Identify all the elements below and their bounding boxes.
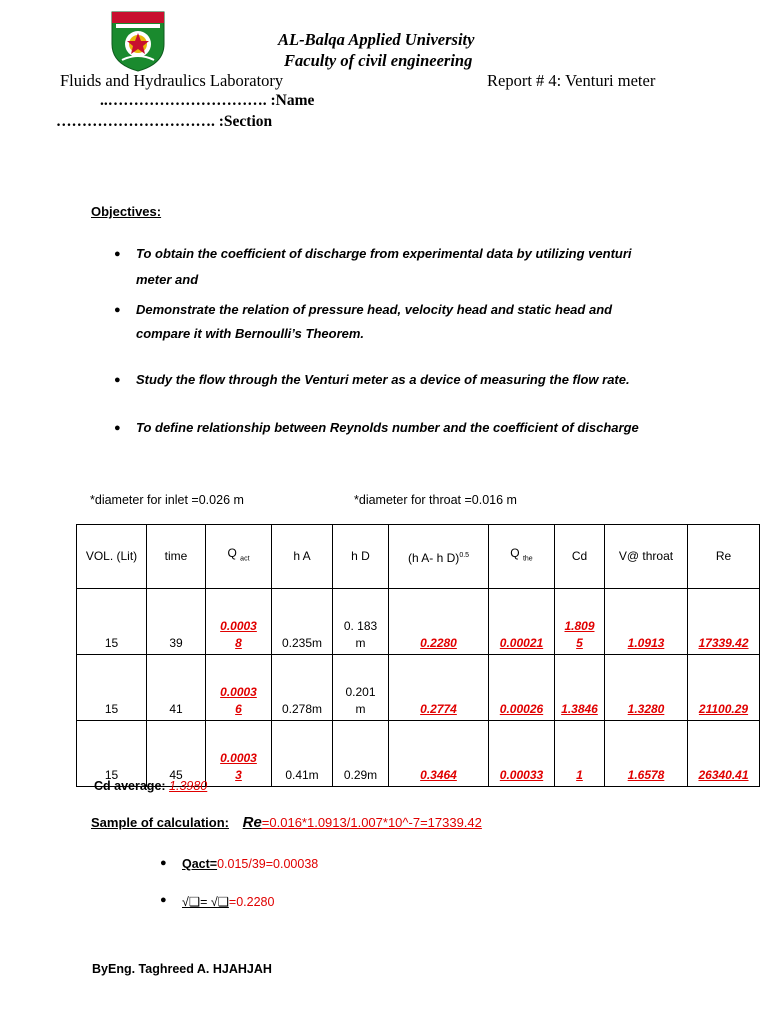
cell-dh: 0.3464 <box>389 721 489 787</box>
author: ByEng. Taghreed A. HJAHJAH <box>92 962 272 976</box>
cell-vol: 15 <box>77 589 147 655</box>
cd-average: Cd average: 1.3980 <box>94 779 208 793</box>
cell-re: 26340.41 <box>688 721 760 787</box>
header-dh: (h A- h D)$^{0.5}$ <box>389 525 489 589</box>
throat-diameter: *diameter for throat =0.016 m <box>354 493 517 507</box>
objective-item-1: ● To obtain the coefficient of discharge from experimental data by utilizing venturi <box>136 242 632 266</box>
cell-vol: 15 <box>77 721 147 787</box>
cell-ha: 0.41m <box>272 721 333 787</box>
header-ha: h A <box>272 525 333 589</box>
objective-item-4: ● To define relationship between Reynolds number and the coefficient of discharge <box>136 416 639 440</box>
bullet-icon: ● <box>114 422 121 434</box>
sample-calculation <box>91 814 482 831</box>
report-title: Report # 4: Venturi meter <box>487 71 656 90</box>
cell-cd: 1.3846 <box>555 655 605 721</box>
header-v: V@ throat <box>605 525 688 589</box>
name-field: ..…………………………. :Name <box>100 92 315 109</box>
cell-qthe: 0.00021 <box>489 589 555 655</box>
header-time: time <box>147 525 206 589</box>
results-table <box>76 524 760 787</box>
cell-v: 1.6578 <box>605 721 688 787</box>
sample-title: Sample of calculation: <box>91 815 229 830</box>
objective-item-1-cont: meter and <box>136 272 199 287</box>
table-row <box>77 655 760 721</box>
table-row <box>77 589 760 655</box>
cell-dh: 0.2280 <box>389 589 489 655</box>
bullet-icon: ● <box>114 304 121 316</box>
cell-hd: 0.201 m <box>333 655 389 721</box>
university-logo <box>108 10 168 72</box>
cell-qact: 0.0003 6 <box>206 655 272 721</box>
cell-qthe: 0.00033 <box>489 721 555 787</box>
header-cd: Cd <box>555 525 605 589</box>
cd-average-value: 1.3980 <box>169 779 208 793</box>
objective-item-2: ● Demonstrate the relation of pressure head, velocity head and static head and <box>136 298 676 322</box>
cell-v: 1.0913 <box>605 589 688 655</box>
bullet-icon: ● <box>114 374 121 386</box>
header-vol: VOL. (Lit) <box>77 525 147 589</box>
section-field: …………………………. :Section <box>56 113 273 130</box>
cell-re: 17339.42 <box>688 589 760 655</box>
cell-time: 39 <box>147 589 206 655</box>
cell-qact: 0.0003 3 <box>206 721 272 787</box>
bullet-icon: ● <box>114 248 121 260</box>
faculty-name: Faculty of civil engineering <box>284 51 473 70</box>
cell-qthe: 0.00026 <box>489 655 555 721</box>
cell-dh: 0.2774 <box>389 655 489 721</box>
cell-time: 41 <box>147 655 206 721</box>
cell-time: 45 <box>147 721 206 787</box>
bullet-icon: ● <box>160 857 167 869</box>
qact-calculation: ● Qact=0.015/39=0.00038 <box>160 857 319 871</box>
cell-qact: 0.0003 8 <box>206 589 272 655</box>
re-label: Re <box>242 814 262 831</box>
cell-hd: 0.29m <box>333 721 389 787</box>
cell-re: 21100.29 <box>688 655 760 721</box>
cell-cd: 1 <box>555 721 605 787</box>
inlet-diameter: *diameter for inlet =0.026 m <box>90 493 244 507</box>
laboratory-name: Fluids and Hydraulics Laboratory <box>60 71 284 90</box>
cell-v: 1.3280 <box>605 655 688 721</box>
header-qthe: Q $_{the}$ <box>489 525 555 589</box>
sqrt-calculation: ● √❑= √❑=0.2280 <box>160 894 275 909</box>
header-qact: Q $_{act}$ <box>206 525 272 589</box>
objective-item-3: ● Study the flow through the Venturi meter as a device of measuring the flow rate. <box>136 368 630 392</box>
objective-item-2-cont: compare it with Bernoulli’s Theorem. <box>136 326 365 341</box>
cell-ha: 0.278m <box>272 655 333 721</box>
table-row <box>77 721 760 787</box>
header-hd: h D <box>333 525 389 589</box>
bullet-icon: ● <box>160 894 167 906</box>
re-formula: =0.016*1.0913/1.007*10^-7=17339.42 <box>261 815 482 830</box>
objectives-title: Objectives: <box>91 204 162 219</box>
cell-hd: 0. 183 m <box>333 589 389 655</box>
cell-ha: 0.235m <box>272 589 333 655</box>
cell-cd: 1.809 5 <box>555 589 605 655</box>
university-name: AL-Balqa Applied University <box>278 30 475 49</box>
cell-vol: 15 <box>77 655 147 721</box>
table-header-row <box>77 525 760 589</box>
header-re: Re <box>688 525 760 589</box>
